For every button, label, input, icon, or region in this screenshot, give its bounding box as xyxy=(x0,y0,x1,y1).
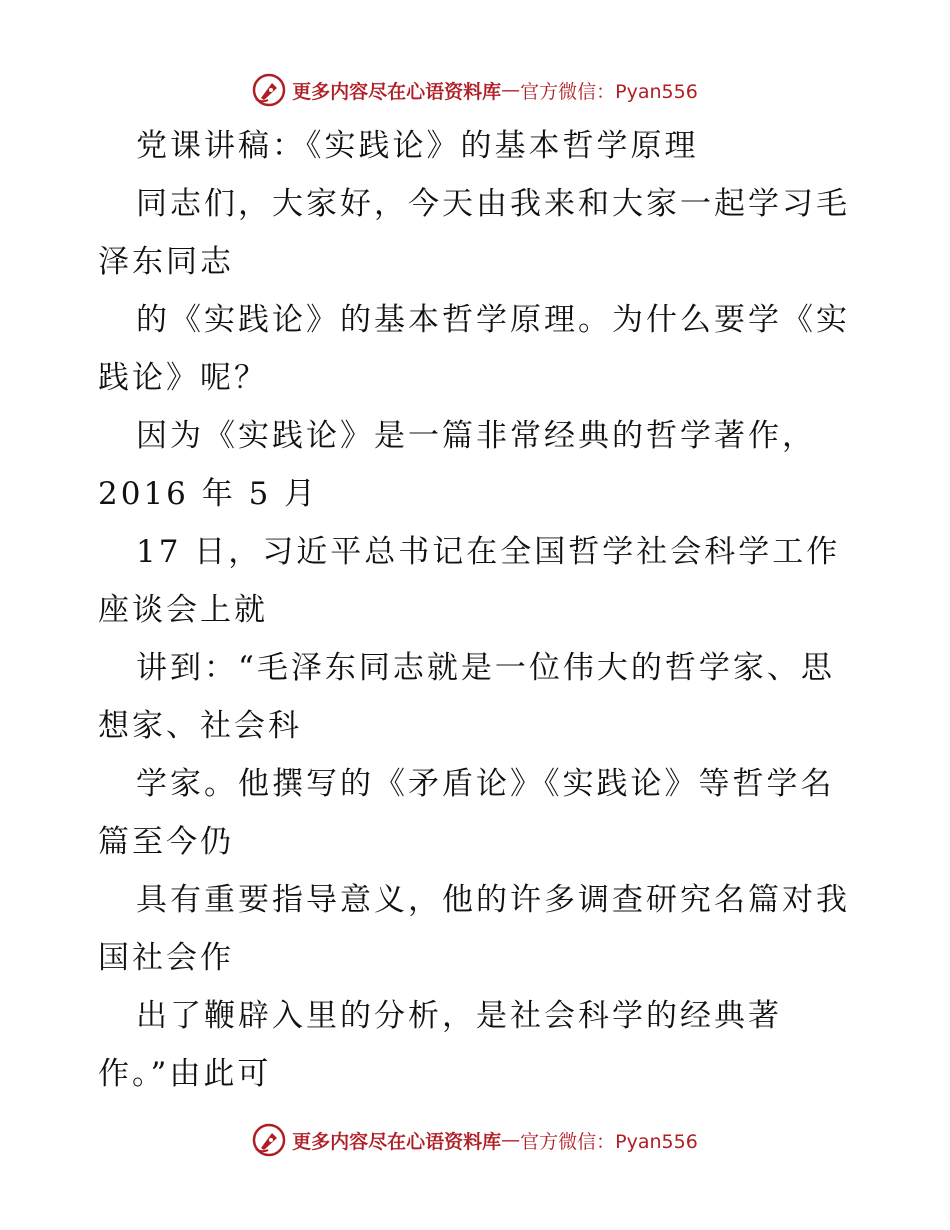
doc-line-16: 出了鞭辟入里的分析，是社会科学的经典著 xyxy=(136,998,782,1034)
doc-line-17: 作。”由此可 xyxy=(98,1056,272,1092)
doc-line-12: 学家。他撰写的《矛盾论》《实践论》等哲学名 xyxy=(136,766,835,802)
doc-line-1: 党课讲稿：《实践论》的基本哲学原理 xyxy=(136,128,699,164)
doc-line-14: 具有重要指导意义，他的许多调查研究名篇对我 xyxy=(136,882,850,918)
doc-line-8: 17 日，习近平总书记在全国哲学社会科学工作 xyxy=(136,534,841,570)
doc-line-3: 泽东同志 xyxy=(98,244,234,280)
banner-separator: — xyxy=(501,79,521,101)
doc-line-2: 同志们，大家好，今天由我来和大家一起学习毛 xyxy=(136,186,850,222)
document-body xyxy=(98,117,858,1103)
doc-line-15: 国社会作 xyxy=(98,940,234,976)
header-banner xyxy=(0,70,950,110)
footer-banner xyxy=(0,1120,950,1160)
pen-nib-logo-icon xyxy=(252,73,286,107)
doc-line-4: 的《实践论》的基本哲学原理。为什么要学《实 xyxy=(136,302,850,338)
banner-separator: — xyxy=(501,1129,521,1151)
pen-nib-logo-icon xyxy=(252,1123,286,1157)
doc-line-6: 因为《实践论》是一篇非常经典的哲学著作， xyxy=(136,418,816,454)
banner-brand: 更多内容尽在心语资料库 xyxy=(292,1130,502,1153)
doc-line-5: 践论》呢？ xyxy=(98,360,268,396)
doc-line-7: 2016 年 5 月 xyxy=(98,476,319,512)
doc-line-10: 讲到：“毛泽东同志就是一位伟大的哲学家、思 xyxy=(136,650,835,686)
banner-brand: 更多内容尽在心语资料库 xyxy=(292,80,502,103)
doc-line-11: 想家、社会科 xyxy=(98,708,302,744)
banner-contact: 官方微信：Pyan556 xyxy=(520,80,698,103)
doc-line-9: 座谈会上就 xyxy=(98,592,268,628)
banner-contact: 官方微信：Pyan556 xyxy=(520,1130,698,1153)
doc-line-13: 篇至今仍 xyxy=(98,824,234,860)
